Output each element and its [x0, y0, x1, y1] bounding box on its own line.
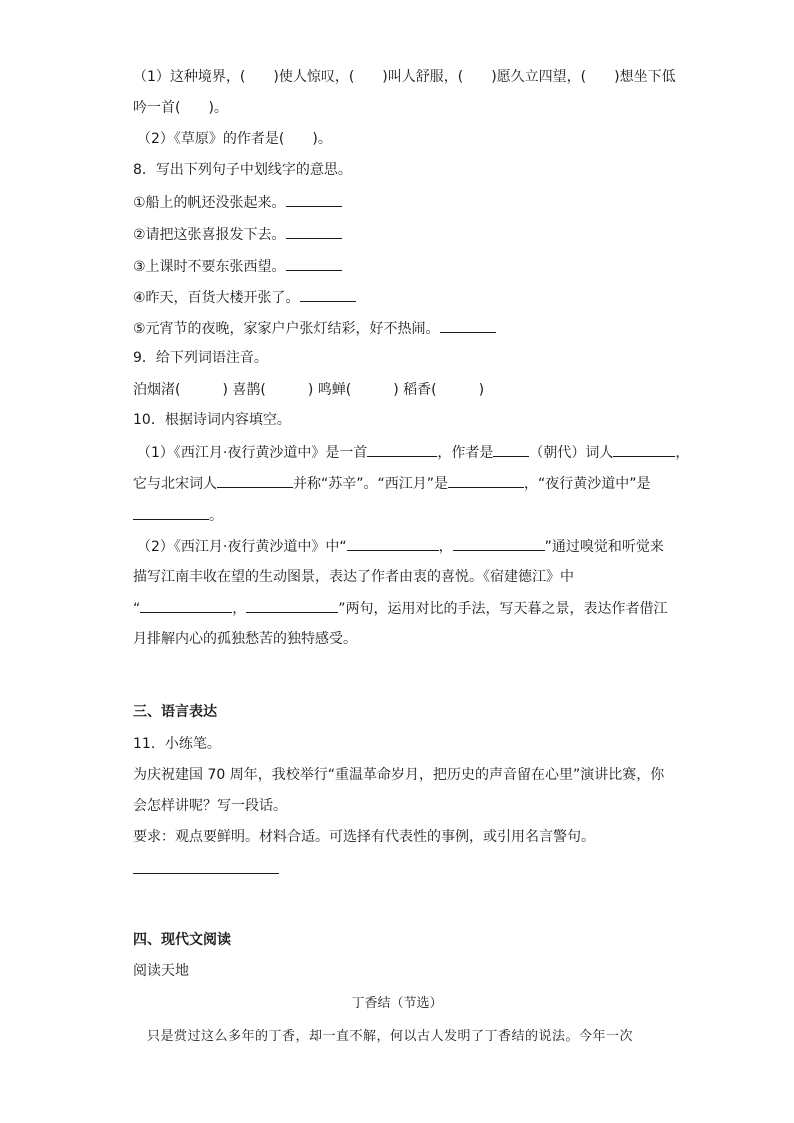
q10-s2-line3: “ ， ”两句，运用对比的手法，写天暮之景，表达作者借江	[133, 598, 668, 619]
q10-s2-line1: （2）《西江月·夜行黄沙道中》中“ ， ”通过嗅觉和听觉来	[137, 536, 664, 557]
article-paragraph-line: 只是赏过这么多年的丁香，却一直不解，何以古人发明了丁香结的说法。今年一次	[147, 1029, 634, 1044]
answer-blank[interactable]	[493, 442, 529, 457]
q11-prompt-line1: 为庆祝建国 70 周年，我校举行“重温革命岁月，把历史的声音留在心里”演讲比赛，你	[133, 767, 665, 783]
q11-title: 11．小练笔。	[133, 736, 221, 752]
answer-blank[interactable]	[246, 598, 338, 613]
q7-sub2: （2）《草原》的作者是( )。	[137, 131, 332, 147]
q8-item-3: ③上课时不要东张西望。	[133, 256, 342, 277]
q10-s1-line1: （1）《西江月·夜行黄沙道中》是一首 ，作者是 （朝代）词人 ，	[137, 442, 689, 463]
q10-s2-line4: 月排解内心的孤独愁苦的独特感受。	[133, 631, 357, 647]
q8-item-2: ②请把这张喜报发下去。	[133, 224, 342, 245]
answer-blank[interactable]	[140, 598, 232, 613]
article-title: 丁香结（节选）	[351, 996, 443, 1011]
section4-heading: 四、现代文阅读	[133, 932, 231, 948]
answer-blank[interactable]	[347, 536, 439, 551]
answer-blank[interactable]	[448, 473, 524, 488]
answer-blank[interactable]	[286, 224, 342, 239]
answer-blank[interactable]	[286, 256, 342, 271]
answer-blank[interactable]	[300, 287, 356, 302]
answer-blank[interactable]	[286, 192, 342, 207]
answer-blank[interactable]	[133, 505, 209, 520]
answer-blank[interactable]	[440, 318, 496, 333]
q10-s2-line2: 描写江南丰收在望的生动图景，表达了作者由衷的喜悦。《宿建德江》中	[133, 569, 574, 585]
q11-requirement: 要求：观点要鲜明。材料合适。可选择有代表性的事例，或引用名言警句。	[133, 829, 595, 845]
q10-title: 10．根据诗词内容填空。	[133, 412, 291, 428]
q7-sub1-line2: 吟一首( )。	[133, 100, 228, 116]
reading-section-label: 阅读天地	[133, 963, 189, 979]
q7-sub1-line1: （1）这种境界，( )使人惊叹，( )叫人舒服，( )愿久立四望，( )想坐下低	[133, 69, 676, 85]
answer-blank[interactable]	[367, 442, 437, 457]
q8-title: 8．写出下列句子中划线字的意思。	[133, 162, 352, 178]
q9-title: 9．给下列词语注音。	[133, 350, 268, 366]
q8-item-5: ⑤元宵节的夜晚，家家户户张灯结彩，好不热闹。	[133, 318, 496, 339]
q10-s1-line2: 它与北宋词人 并称“苏辛”。“西江月”是 ，“夜行黄沙道中”是	[133, 473, 651, 494]
q8-item-1: ①船上的帆还没张起来。	[133, 192, 342, 213]
q10-s1-line3: 。	[133, 505, 223, 526]
answer-blank[interactable]	[453, 536, 545, 551]
writing-answer-line[interactable]	[133, 873, 279, 874]
section3-heading: 三、语言表达	[133, 704, 217, 720]
q8-item-4: ④昨天，百货大楼开张了。	[133, 287, 356, 308]
q9-words: 泊烟渚( ) 喜鹊( ) 鸣蝉( ) 稻香( )	[133, 382, 485, 398]
answer-blank[interactable]	[613, 442, 675, 457]
q11-prompt-line2: 会怎样讲呢？写一段话。	[133, 798, 287, 814]
answer-blank[interactable]	[217, 473, 293, 488]
